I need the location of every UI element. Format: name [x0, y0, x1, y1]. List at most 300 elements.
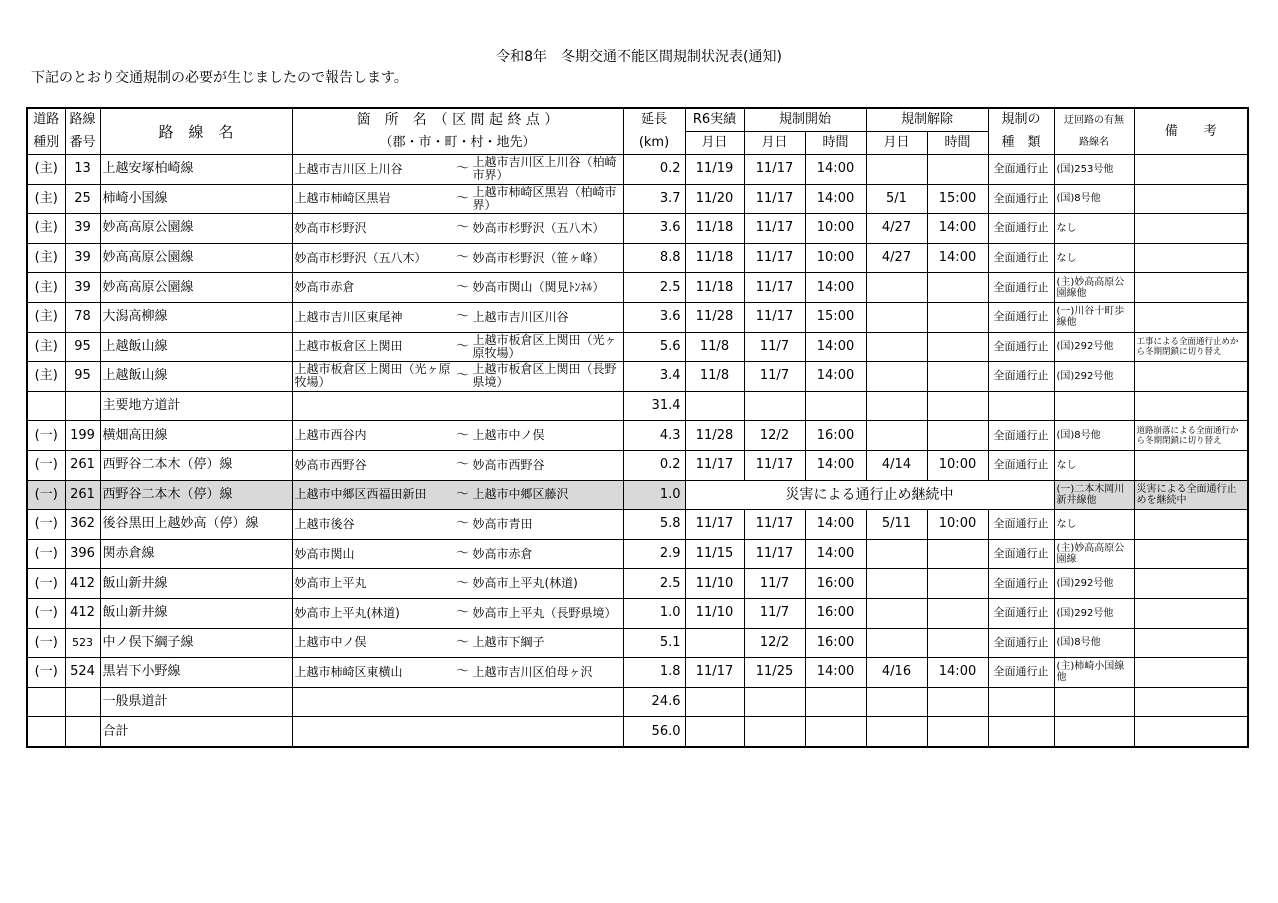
road-type-cell: (主) — [27, 302, 65, 332]
section-separator: ～ — [455, 516, 469, 532]
end-date-cell — [866, 421, 927, 451]
start-time-cell: 14:00 — [805, 539, 866, 569]
section-start: 妙高市杉野沢（五八木） — [294, 250, 427, 265]
section-start: 上越市吉川区上川谷 — [294, 161, 403, 176]
note-cell: 道路崩落による全面通行から冬期閉鎖に切り替え — [1134, 421, 1248, 451]
length-cell: 3.7 — [623, 184, 685, 214]
r6-date-cell: 11/17 — [685, 450, 744, 480]
table-row — [27, 362, 1248, 392]
header-detour: 迂回路の有無 — [1054, 108, 1134, 132]
note-cell: 工事による全面通行止めから冬期閉鎖に切り替え — [1134, 332, 1248, 362]
header-road-type: 道路 — [27, 108, 65, 132]
length-cell: 4.3 — [623, 421, 685, 451]
route-number-cell: 524 — [65, 658, 100, 688]
section-cell — [292, 539, 623, 569]
header-end: 規制解除 — [866, 108, 988, 132]
kind-cell — [988, 391, 1054, 421]
header-r6: R6実績 — [685, 108, 744, 132]
section-end: 妙高市杉野沢（五八木） — [472, 220, 605, 235]
section-separator: ～ — [455, 220, 469, 236]
table-row — [27, 184, 1248, 214]
section-start: 上越市中ノ俣 — [294, 635, 367, 650]
kind-cell: 全面通行止 — [988, 569, 1054, 599]
route-number-cell: 412 — [65, 598, 100, 628]
route-number-cell: 523 — [65, 628, 100, 658]
route-name-cell: 上越飯山線 — [100, 332, 292, 362]
detour-cell: (主)妙高高原公園線他 — [1054, 273, 1134, 303]
section-cell — [292, 628, 623, 658]
note-cell — [1134, 184, 1248, 214]
kind-cell: 全面通行止 — [988, 421, 1054, 451]
road-type-cell: (一) — [27, 421, 65, 451]
r6-date-cell: 11/18 — [685, 243, 744, 273]
section-cell — [292, 450, 623, 480]
section-start: 妙高市赤倉 — [294, 280, 355, 295]
start-time-cell — [805, 687, 866, 717]
end-time-cell — [927, 717, 988, 747]
end-time-cell: 14:00 — [927, 243, 988, 273]
section-end: 上越市吉川区上川谷（柏崎市界） — [472, 155, 617, 183]
end-date-cell — [866, 302, 927, 332]
regulation-table — [26, 107, 1249, 748]
start-time-cell: 14:00 — [805, 184, 866, 214]
section-cell — [292, 243, 623, 273]
section-start: 上越市中郷区西福田新田 — [294, 487, 427, 502]
section-end: 上越市中ノ俣 — [472, 428, 545, 443]
start-date-cell: 11/7 — [744, 569, 805, 599]
start-time-cell: 14:00 — [805, 362, 866, 392]
kind-cell: 全面通行止 — [988, 332, 1054, 362]
table-row — [27, 510, 1248, 540]
kind-cell: 全面通行止 — [988, 628, 1054, 658]
detour-cell: (一)二本木岡川新井線他 — [1054, 480, 1134, 510]
start-date-cell: 11/25 — [744, 658, 805, 688]
r6-date-cell: 11/17 — [685, 658, 744, 688]
section-end: 上越市板倉区上関田（長野県境） — [472, 362, 617, 390]
road-type-cell: (一) — [27, 480, 65, 510]
section-separator: ～ — [455, 368, 469, 384]
end-time-cell: 14:00 — [927, 658, 988, 688]
route-name-cell: 西野谷二本木（停）線 — [100, 480, 292, 510]
detour-cell: (国)8号他 — [1054, 184, 1134, 214]
section-end: 上越市中郷区藤沢 — [472, 487, 569, 502]
end-date-cell — [866, 539, 927, 569]
section-end: 上越市柿崎区黒岩（柏崎市界） — [472, 184, 617, 212]
start-time-cell: 14:00 — [805, 658, 866, 688]
note-cell — [1134, 539, 1248, 569]
r6-date-cell — [685, 687, 744, 717]
section-end: 上越市吉川区伯母ヶ沢 — [472, 664, 593, 679]
route-number-cell: 39 — [65, 273, 100, 303]
route-number-cell: 95 — [65, 362, 100, 392]
route-name-cell: 関赤倉線 — [100, 539, 292, 569]
start-date-cell — [744, 717, 805, 747]
end-date-cell — [866, 598, 927, 628]
end-time-cell — [927, 569, 988, 599]
end-date-cell — [866, 273, 927, 303]
detour-cell: (国)253号他 — [1054, 155, 1134, 185]
r6-date-cell: 11/19 — [685, 155, 744, 185]
road-type-cell: (主) — [27, 332, 65, 362]
section-cell — [292, 273, 623, 303]
route-name-cell: 合計 — [100, 717, 292, 747]
header-end-time: 時間 — [927, 132, 988, 155]
section-cell — [292, 598, 623, 628]
kind-cell: 全面通行止 — [988, 302, 1054, 332]
section-separator: ～ — [455, 575, 469, 591]
end-time-cell — [927, 628, 988, 658]
section-cell — [292, 569, 623, 599]
detour-cell — [1054, 717, 1134, 747]
route-number-cell: 199 — [65, 421, 100, 451]
table-row — [27, 155, 1248, 185]
header-length: 延長 — [623, 108, 685, 132]
start-time-cell: 14:00 — [805, 273, 866, 303]
section-cell — [292, 687, 623, 717]
route-number-cell — [65, 717, 100, 747]
road-type-cell: (一) — [27, 539, 65, 569]
kind-cell: 全面通行止 — [988, 450, 1054, 480]
end-time-cell — [927, 273, 988, 303]
section-end: 妙高市杉野沢（笹ヶ峰） — [472, 250, 605, 265]
kind-cell: 全面通行止 — [988, 184, 1054, 214]
start-date-cell: 12/2 — [744, 421, 805, 451]
section-start: 上越市板倉区上関田 — [294, 339, 403, 354]
r6-date-cell: 11/8 — [685, 332, 744, 362]
route-name-cell: 上越安塚柏崎線 — [100, 155, 292, 185]
road-type-cell: (一) — [27, 598, 65, 628]
status-message-cell: 災害による通行止め継続中 — [685, 480, 1054, 510]
r6-date-cell: 11/28 — [685, 421, 744, 451]
length-cell: 31.4 — [623, 391, 685, 421]
start-date-cell — [744, 391, 805, 421]
end-time-cell — [927, 687, 988, 717]
length-cell: 8.8 — [623, 243, 685, 273]
start-date-cell: 11/17 — [744, 155, 805, 185]
road-type-cell: (一) — [27, 510, 65, 540]
table-row — [27, 273, 1248, 303]
start-time-cell: 15:00 — [805, 302, 866, 332]
table-row — [27, 480, 1248, 510]
route-name-cell: 妙高高原公園線 — [100, 214, 292, 244]
kind-cell: 全面通行止 — [988, 214, 1054, 244]
note-cell — [1134, 273, 1248, 303]
section-cell — [292, 302, 623, 332]
kind-cell: 全面通行止 — [988, 539, 1054, 569]
section-separator: ～ — [455, 546, 469, 562]
end-time-cell: 14:00 — [927, 214, 988, 244]
page-title: 令和8年 冬期交通不能区間規制状況表(通知) — [496, 49, 782, 65]
route-name-cell: 主要地方道計 — [100, 391, 292, 421]
note-cell — [1134, 598, 1248, 628]
end-time-cell: 10:00 — [927, 450, 988, 480]
r6-date-cell: 11/10 — [685, 598, 744, 628]
start-time-cell — [805, 391, 866, 421]
note-cell — [1134, 717, 1248, 747]
route-number-cell — [65, 391, 100, 421]
route-name-cell: 飯山新井線 — [100, 569, 292, 599]
length-cell: 56.0 — [623, 717, 685, 747]
section-end: 妙高市青田 — [472, 516, 533, 531]
header-section-2: （郡・市・町・村・地先） — [292, 132, 623, 155]
start-date-cell — [744, 687, 805, 717]
table-row — [27, 243, 1248, 273]
end-time-cell — [927, 598, 988, 628]
table-row — [27, 332, 1248, 362]
road-type-cell: (主) — [27, 273, 65, 303]
road-type-cell: (主) — [27, 362, 65, 392]
end-date-cell — [866, 687, 927, 717]
start-date-cell: 11/17 — [744, 302, 805, 332]
end-date-cell: 4/14 — [866, 450, 927, 480]
table-row — [27, 302, 1248, 332]
route-number-cell: 25 — [65, 184, 100, 214]
note-cell — [1134, 302, 1248, 332]
end-date-cell — [866, 362, 927, 392]
length-cell: 2.9 — [623, 539, 685, 569]
header-length-unit: (km) — [623, 132, 685, 155]
route-name-cell: 飯山新井線 — [100, 598, 292, 628]
route-number-cell — [65, 687, 100, 717]
header-start-time: 時間 — [805, 132, 866, 155]
route-number-cell: 261 — [65, 480, 100, 510]
end-time-cell — [927, 421, 988, 451]
route-number-cell: 39 — [65, 243, 100, 273]
table-row — [27, 569, 1248, 599]
r6-date-cell: 11/8 — [685, 362, 744, 392]
kind-cell: 全面通行止 — [988, 598, 1054, 628]
end-time-cell — [927, 362, 988, 392]
end-time-cell — [927, 302, 988, 332]
table-row — [27, 717, 1248, 747]
section-cell — [292, 332, 623, 362]
route-number-cell: 78 — [65, 302, 100, 332]
detour-cell: (国)292号他 — [1054, 598, 1134, 628]
length-cell: 1.8 — [623, 658, 685, 688]
detour-cell: (国)292号他 — [1054, 332, 1134, 362]
header-end-md: 月日 — [866, 132, 927, 155]
note-cell — [1134, 362, 1248, 392]
section-separator: ～ — [455, 338, 469, 354]
detour-cell: なし — [1054, 450, 1134, 480]
r6-date-cell: 11/15 — [685, 539, 744, 569]
section-cell — [292, 480, 623, 510]
r6-date-cell — [685, 391, 744, 421]
header-start: 規制開始 — [744, 108, 866, 132]
section-end: 妙高市赤倉 — [472, 546, 533, 561]
note-cell — [1134, 687, 1248, 717]
length-cell: 2.5 — [623, 273, 685, 303]
table-row — [27, 687, 1248, 717]
end-date-cell — [866, 332, 927, 362]
route-name-cell: 中ノ俣下綱子線 — [100, 628, 292, 658]
length-cell: 3.4 — [623, 362, 685, 392]
route-number-cell: 95 — [65, 332, 100, 362]
header-kind-2: 種 類 — [988, 132, 1054, 155]
section-cell — [292, 658, 623, 688]
header-route-number-2: 番号 — [65, 132, 100, 155]
detour-cell — [1054, 687, 1134, 717]
start-time-cell: 10:00 — [805, 214, 866, 244]
detour-cell — [1054, 391, 1134, 421]
section-end: 妙高市上平丸(林道) — [472, 576, 578, 591]
route-name-cell: 上越飯山線 — [100, 362, 292, 392]
end-date-cell — [866, 569, 927, 599]
length-cell: 1.0 — [623, 598, 685, 628]
table-row — [27, 658, 1248, 688]
r6-date-cell: 11/28 — [685, 302, 744, 332]
end-time-cell — [927, 391, 988, 421]
section-cell — [292, 214, 623, 244]
header-kind: 規制の — [988, 108, 1054, 132]
route-name-cell: 妙高高原公園線 — [100, 243, 292, 273]
note-cell — [1134, 628, 1248, 658]
r6-date-cell: 11/17 — [685, 510, 744, 540]
section-start: 上越市吉川区東尾神 — [294, 309, 403, 324]
start-date-cell: 11/17 — [744, 184, 805, 214]
route-name-cell: 妙高高原公園線 — [100, 273, 292, 303]
length-cell: 3.6 — [623, 214, 685, 244]
road-type-cell — [27, 391, 65, 421]
section-separator: ～ — [455, 309, 469, 325]
length-cell: 24.6 — [623, 687, 685, 717]
route-number-cell: 396 — [65, 539, 100, 569]
section-end: 上越市板倉区上関田（光ヶ原牧場） — [472, 332, 617, 360]
note-cell — [1134, 569, 1248, 599]
table-body — [27, 155, 1248, 747]
end-time-cell — [927, 539, 988, 569]
section-end: 上越市下綱子 — [472, 635, 545, 650]
road-type-cell: (主) — [27, 243, 65, 273]
kind-cell: 全面通行止 — [988, 243, 1054, 273]
road-type-cell: (主) — [27, 155, 65, 185]
start-date-cell: 11/17 — [744, 510, 805, 540]
header-route-number: 路線 — [65, 108, 100, 132]
detour-cell: (一)川谷十町歩線他 — [1054, 302, 1134, 332]
section-cell — [292, 362, 623, 392]
end-date-cell — [866, 628, 927, 658]
start-time-cell: 16:00 — [805, 628, 866, 658]
detour-cell: なし — [1054, 510, 1134, 540]
start-time-cell: 14:00 — [805, 332, 866, 362]
section-separator: ～ — [455, 161, 469, 177]
section-start: 上越市西谷内 — [294, 428, 367, 443]
start-time-cell: 14:00 — [805, 450, 866, 480]
route-number-cell: 261 — [65, 450, 100, 480]
r6-date-cell: 11/18 — [685, 214, 744, 244]
note-cell — [1134, 391, 1248, 421]
r6-date-cell: 11/18 — [685, 273, 744, 303]
kind-cell: 全面通行止 — [988, 273, 1054, 303]
start-date-cell: 11/17 — [744, 450, 805, 480]
end-date-cell: 4/16 — [866, 658, 927, 688]
route-name-cell: 一般県道計 — [100, 687, 292, 717]
section-start: 上越市板倉区上関田（光ヶ原牧場） — [294, 362, 451, 390]
road-type-cell: (一) — [27, 628, 65, 658]
table-row — [27, 214, 1248, 244]
route-name-cell: 柿崎小国線 — [100, 184, 292, 214]
section-cell — [292, 717, 623, 747]
length-cell: 0.2 — [623, 155, 685, 185]
detour-cell: (主)柿崎小国線他 — [1054, 658, 1134, 688]
length-cell: 5.6 — [623, 332, 685, 362]
section-start: 妙高市関山 — [294, 546, 355, 561]
start-time-cell: 16:00 — [805, 569, 866, 599]
kind-cell — [988, 717, 1054, 747]
end-time-cell: 15:00 — [927, 184, 988, 214]
r6-date-cell — [685, 628, 744, 658]
road-type-cell: (主) — [27, 214, 65, 244]
note-cell — [1134, 658, 1248, 688]
note-cell — [1134, 450, 1248, 480]
header-note: 備 考 — [1134, 108, 1248, 155]
section-separator: ～ — [455, 279, 469, 295]
detour-cell: なし — [1054, 243, 1134, 273]
road-type-cell: (主) — [27, 184, 65, 214]
kind-cell: 全面通行止 — [988, 362, 1054, 392]
length-cell: 5.1 — [623, 628, 685, 658]
section-separator: ～ — [455, 190, 469, 206]
length-cell: 3.6 — [623, 302, 685, 332]
table-row — [27, 421, 1248, 451]
section-end: 上越市吉川区川谷 — [472, 309, 569, 324]
section-separator: ～ — [455, 605, 469, 621]
r6-date-cell — [685, 717, 744, 747]
route-name-cell: 黒岩下小野線 — [100, 658, 292, 688]
note-cell — [1134, 214, 1248, 244]
section-start: 上越市後谷 — [294, 516, 355, 531]
note-cell — [1134, 510, 1248, 540]
report-statement: 下記のとおり交通規制の必要が生じましたので報告します。 — [31, 70, 408, 86]
length-cell: 2.5 — [623, 569, 685, 599]
note-cell: 災害による全面通行止めを継続中 — [1134, 480, 1248, 510]
start-time-cell: 16:00 — [805, 421, 866, 451]
detour-cell: (国)292号他 — [1054, 569, 1134, 599]
end-date-cell — [866, 155, 927, 185]
section-start: 妙高市杉野沢 — [294, 220, 367, 235]
road-type-cell: (一) — [27, 450, 65, 480]
start-time-cell: 16:00 — [805, 598, 866, 628]
kind-cell: 全面通行止 — [988, 155, 1054, 185]
length-cell: 0.2 — [623, 450, 685, 480]
section-end: 妙高市関山（関見ﾄﾝﾈﾙ） — [472, 280, 605, 295]
header-start-md: 月日 — [744, 132, 805, 155]
length-cell: 1.0 — [623, 480, 685, 510]
start-date-cell: 11/17 — [744, 273, 805, 303]
end-date-cell — [866, 391, 927, 421]
header-r6-md: 月日 — [685, 132, 744, 155]
table-row — [27, 598, 1248, 628]
kind-cell — [988, 687, 1054, 717]
start-date-cell: 11/17 — [744, 243, 805, 273]
road-type-cell — [27, 687, 65, 717]
start-time-cell — [805, 717, 866, 747]
end-date-cell: 5/1 — [866, 184, 927, 214]
table-row — [27, 628, 1248, 658]
section-cell — [292, 421, 623, 451]
route-name-cell: 後谷黒田上越妙高（停）線 — [100, 510, 292, 540]
section-separator: ～ — [455, 250, 469, 266]
section-start: 上越市柿崎区黒岩 — [294, 191, 391, 206]
section-start: 上越市柿崎区東横山 — [294, 664, 403, 679]
route-number-cell: 39 — [65, 214, 100, 244]
start-time-cell: 10:00 — [805, 243, 866, 273]
road-type-cell: (一) — [27, 658, 65, 688]
section-separator: ～ — [455, 486, 469, 502]
route-number-cell: 362 — [65, 510, 100, 540]
end-date-cell — [866, 717, 927, 747]
end-date-cell: 4/27 — [866, 243, 927, 273]
